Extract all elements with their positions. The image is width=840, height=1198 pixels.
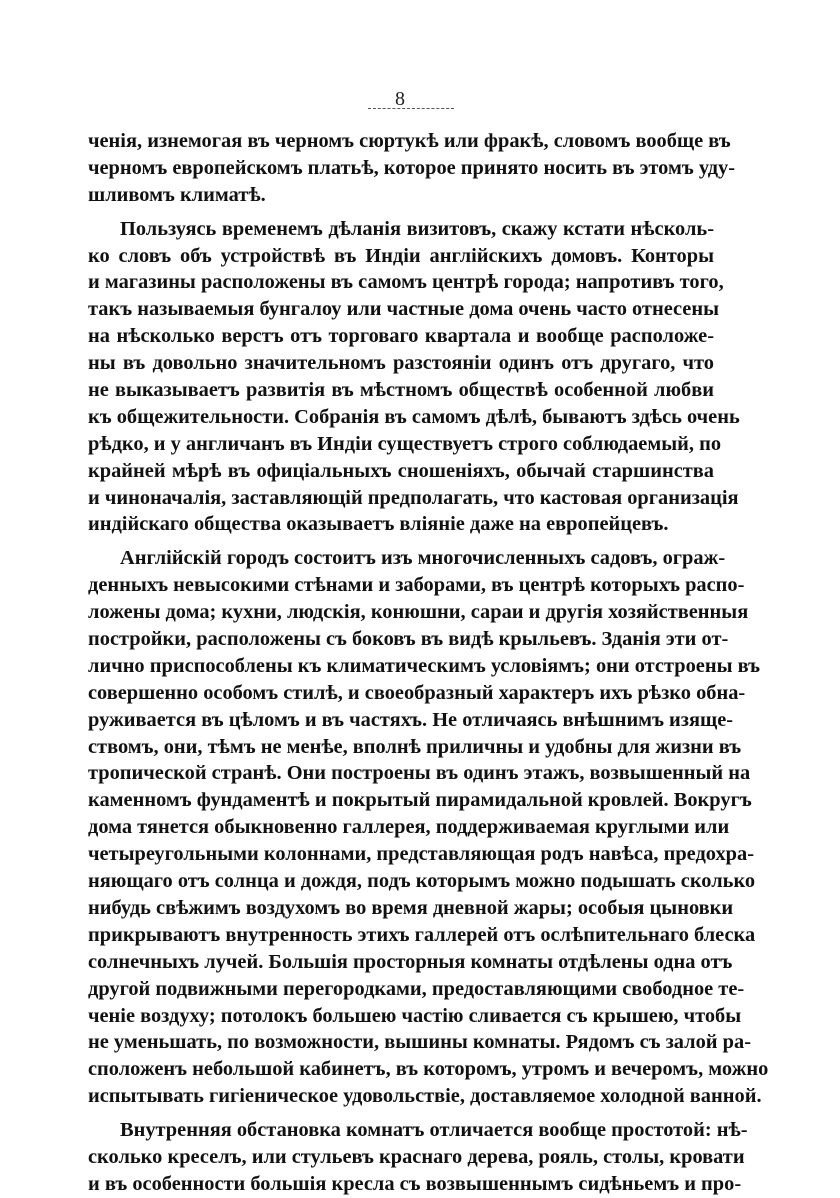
paragraph-gap: [88, 209, 714, 216]
page-number: 8: [395, 88, 405, 110]
header-rule: [368, 108, 454, 109]
text-line: рѣдко, и у англичанъ въ Индіи существуетъ строго соблюдаемый, по: [88, 432, 722, 455]
text-line: испытывать гигіеническое удовольствіе, доставляемое холодной ванной.: [88, 1085, 762, 1108]
paragraph: [88, 545, 769, 1110]
text-line: Пользуясь временемъ дѣланія визитовъ, скажу кстати нѣсколь-: [120, 217, 714, 240]
paragraph-gap: [88, 1110, 714, 1117]
text-line: шливомъ климатѣ.: [88, 183, 266, 206]
text-line: солнечныхъ лучей. Большія просторныя комнаты отдѣлены одна отъ: [88, 950, 733, 973]
paragraph: [88, 216, 740, 539]
text-line: къ общежительности. Собранія въ самомъ дѣлѣ, бываютъ здѣсь очень: [88, 405, 740, 428]
text-line: руживается въ цѣломъ и въ частяхъ. Не отличаясь внѣшнимъ изяще-: [88, 708, 734, 731]
text-line: ко словъ объ устройствѣ въ Индіи англійскихъ домовъ. Конторы: [88, 244, 714, 267]
body-text: [88, 128, 769, 1198]
text-line: другой подвижными перегородками, предоставляющими свободное те-: [88, 977, 745, 1000]
text-line: Англійскій городъ состоитъ изъ многочисленныхъ садовъ, ограж-: [120, 547, 726, 570]
text-line: ствомъ, они, тѣмъ не менѣе, вполнѣ приличны и удобны для жизни въ: [88, 735, 742, 758]
text-line: индійскаго общества оказываетъ вліяніе даже на европейцевъ.: [88, 513, 669, 536]
text-line: сположенъ небольшой кабинетъ, въ которомъ, утромъ и вечеромъ, можно: [88, 1058, 769, 1081]
text-line: и чиноначалія, заставляющій предполагать, что кастовая организація: [88, 486, 739, 509]
text-line: и магазины расположены въ самомъ центрѣ города; напротивъ того,: [88, 271, 724, 294]
text-line: няющаго отъ солнца и дождя, подъ которымъ можно подышать сколько: [88, 870, 756, 893]
text-line: ченіе воздуху; потолокъ большею частію сливается съ крышею, чтобы: [88, 1004, 742, 1027]
paragraph: [88, 1117, 748, 1198]
text-line: ложены дома; кухни, людскія, конюшни, сараи и другія хозяйственныя: [88, 601, 749, 624]
text-line: и въ особенности большія кресла съ возвышеннымъ сидѣньемъ и про-: [88, 1172, 742, 1195]
text-line: лично приспособлены къ климатическимъ условіямъ; они отстроены въ: [88, 654, 760, 677]
text-line: дома тянется обыкновенно галлерея, поддерживаемая круглыми или: [88, 816, 730, 839]
text-line: не уменьшать, по возможности, вышины комнаты. Рядомъ съ залой ра-: [88, 1031, 751, 1054]
text-line: ны въ довольно значительномъ разстояніи одинъ отъ другаго, что: [88, 352, 714, 375]
text-line: совершенно особомъ стилѣ, и своеобразный характеръ ихъ рѣзко обна-: [88, 681, 746, 704]
text-line: Внутренняя обстановка комнатъ отличается вообще простотой: нѣ-: [120, 1119, 748, 1142]
text-line: каменномъ фундаментѣ и покрытый пирамидальной кровлей. Вокругъ: [88, 789, 752, 812]
text-line: прикрываютъ внутренность этихъ галлерей отъ ослѣпительнаго блеска: [88, 923, 756, 946]
text-line: черномъ европейскомъ платьѣ, которое принято носить въ этомъ уду-: [88, 156, 736, 179]
text-line: сколько креселъ, или стульевъ краснаго дерева, рояль, столы, кровати: [88, 1145, 745, 1168]
text-line: четыреугольными колоннами, представляющая родъ навѣса, предохра-: [88, 843, 754, 866]
text-line: тропической странѣ. Они построены въ одинъ этажъ, возвышенный на: [88, 762, 751, 785]
text-line: постройки, расположены съ боковъ въ видѣ крыльевъ. Зданія эти от-: [88, 628, 729, 651]
paragraph-gap: [88, 538, 714, 545]
text-line: на нѣсколько верстъ отъ торговаго квартала и вообще расположе-: [88, 325, 714, 348]
text-line: крайней мѣрѣ въ офиціальныхъ сношеніяхъ, обычай старшинства: [88, 459, 714, 482]
text-line: ченія, изнемогая въ черномъ сюртукѣ или фракѣ, словомъ вообще въ: [88, 130, 731, 152]
text-line: такъ называемыя бунгалоу или частные дома очень часто отнесены: [88, 298, 720, 321]
paragraph: [88, 128, 736, 209]
text-line: не выказываетъ развитія въ мѣстномъ обществѣ особенной любви: [88, 379, 714, 402]
text-line: нибудь свѣжимъ воздухомъ во время дневной жары; особыя цыновки: [88, 896, 734, 919]
text-line: денныхъ невысокими стѣнами и заборами, въ центрѣ которыхъ распо-: [88, 574, 745, 597]
